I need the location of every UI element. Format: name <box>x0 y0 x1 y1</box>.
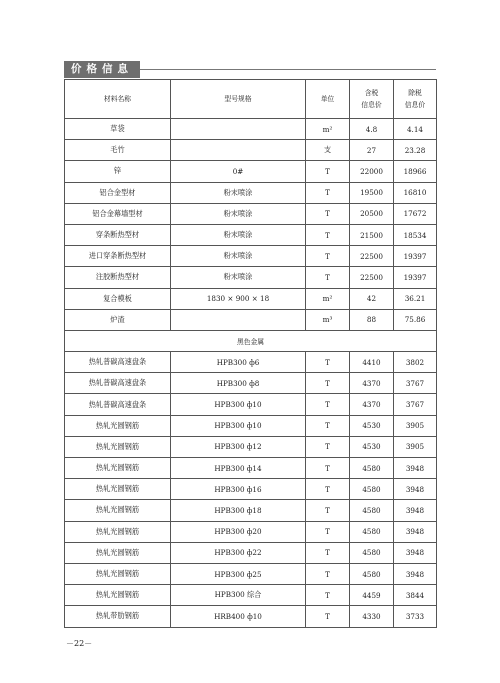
table-row <box>65 585 437 606</box>
cell-name: 进口穿条断热型材 <box>65 246 171 267</box>
col-header-incl-line1: 含税 <box>364 89 379 97</box>
col-header-excl-line2: 信息价 <box>404 101 426 109</box>
cell-unit: T <box>306 458 350 479</box>
cell-incl: 4330 <box>350 606 394 627</box>
cell-excl: 23.28 <box>394 140 437 161</box>
cell-incl: 4530 <box>350 415 394 436</box>
cell-unit: 支 <box>306 140 350 161</box>
cell-unit: m² <box>306 119 350 140</box>
table-header-row <box>65 80 437 119</box>
cell-name: 热轧光圆钢筋 <box>65 436 171 457</box>
cell-spec: 0# <box>171 161 306 182</box>
cell-spec: 1830 × 900 × 18 <box>171 288 306 309</box>
cell-excl: 3948 <box>394 521 437 542</box>
col-header-unit: 单位 <box>306 80 350 119</box>
cell-incl: 19500 <box>350 182 394 203</box>
table-row <box>65 542 437 563</box>
table-row <box>65 267 437 288</box>
cell-name: 注胶断热型材 <box>65 267 171 288</box>
section-title: 价格信息 <box>64 61 140 78</box>
cell-spec: 粉末喷涂 <box>171 224 306 245</box>
cell-spec: HPB300 ф18 <box>171 500 306 521</box>
cell-incl: 4580 <box>350 458 394 479</box>
cell-excl: 3948 <box>394 479 437 500</box>
cell-incl: 22500 <box>350 246 394 267</box>
cell-spec: HPB300 ф22 <box>171 542 306 563</box>
cell-excl: 4.14 <box>394 119 437 140</box>
table-row <box>65 563 437 584</box>
table-row <box>65 119 437 140</box>
cell-excl: 75.86 <box>394 309 437 330</box>
cell-spec: HPB300 ф10 <box>171 394 306 415</box>
col-header-incl <box>350 80 394 119</box>
table-row <box>65 246 437 267</box>
cell-name: 热轧光圆钢筋 <box>65 542 171 563</box>
cell-spec: HPB300 ф25 <box>171 563 306 584</box>
table-row <box>65 394 437 415</box>
cell-excl: 3905 <box>394 415 437 436</box>
cell-incl: 4530 <box>350 436 394 457</box>
cell-unit: T <box>306 224 350 245</box>
cell-excl: 18534 <box>394 224 437 245</box>
cell-incl: 4580 <box>350 500 394 521</box>
table-row <box>65 140 437 161</box>
cell-unit: T <box>306 394 350 415</box>
table-row <box>65 373 437 394</box>
table-row <box>65 479 437 500</box>
cell-incl: 4370 <box>350 373 394 394</box>
cell-spec: HPB300 ф6 <box>171 352 306 373</box>
cell-incl: 4580 <box>350 479 394 500</box>
cell-excl: 3948 <box>394 563 437 584</box>
cell-name: 复合模板 <box>65 288 171 309</box>
cell-spec: HPB300 ф12 <box>171 436 306 457</box>
cell-name: 热轧光圆钢筋 <box>65 563 171 584</box>
cell-spec: HPB300 ф8 <box>171 373 306 394</box>
col-header-incl-line2: 信息价 <box>361 101 382 109</box>
cell-spec <box>171 309 306 330</box>
cell-name: 热轧光圆钢筋 <box>65 415 171 436</box>
col-header-excl <box>394 80 437 119</box>
cell-unit: T <box>306 246 350 267</box>
cell-name: 炉渣 <box>65 309 171 330</box>
page-number: －22－ <box>66 639 93 648</box>
cell-name: 热轧普碳高速盘条 <box>65 352 171 373</box>
cell-spec: HPB300 ф20 <box>171 521 306 542</box>
cell-spec: 粉末喷涂 <box>171 182 306 203</box>
cell-unit: m² <box>306 288 350 309</box>
cell-name: 热轧光圆钢筋 <box>65 585 171 606</box>
cell-excl: 3948 <box>394 500 437 521</box>
table-row <box>65 203 437 224</box>
cell-unit: T <box>306 161 350 182</box>
cell-excl: 3767 <box>394 394 437 415</box>
cell-incl: 4410 <box>350 352 394 373</box>
cell-name: 热轧带肋钢筋 <box>65 606 171 627</box>
cell-excl: 36.21 <box>394 288 437 309</box>
cell-spec <box>171 119 306 140</box>
cell-name: 热轧光圆钢筋 <box>65 479 171 500</box>
cell-name: 毛竹 <box>65 140 171 161</box>
cell-unit: T <box>306 500 350 521</box>
cell-spec: HPB300 ф16 <box>171 479 306 500</box>
cell-name: 热轧普碳高速盘条 <box>65 394 171 415</box>
cell-spec: HRB400 ф10 <box>171 606 306 627</box>
cell-name: 热轧光圆钢筋 <box>65 500 171 521</box>
cell-incl: 42 <box>350 288 394 309</box>
cell-unit: T <box>306 352 350 373</box>
cell-excl: 3802 <box>394 352 437 373</box>
cell-unit: T <box>306 585 350 606</box>
table-row <box>65 224 437 245</box>
table-row <box>65 182 437 203</box>
table-row <box>65 161 437 182</box>
cell-unit: m³ <box>306 309 350 330</box>
cell-name: 热轧普碳高速盘条 <box>65 373 171 394</box>
table-row <box>65 458 437 479</box>
cell-excl: 3733 <box>394 606 437 627</box>
cell-name: 铝合金幕墙型材 <box>65 203 171 224</box>
cell-unit: T <box>306 479 350 500</box>
cell-incl: 4370 <box>350 394 394 415</box>
price-table <box>64 79 437 628</box>
cell-excl: 18966 <box>394 161 437 182</box>
table-row <box>65 500 437 521</box>
cell-excl: 19397 <box>394 267 437 288</box>
cell-incl: 21500 <box>350 224 394 245</box>
cell-incl: 88 <box>350 309 394 330</box>
cell-unit: T <box>306 436 350 457</box>
cell-incl: 4580 <box>350 542 394 563</box>
cell-unit: T <box>306 563 350 584</box>
cell-incl: 4459 <box>350 585 394 606</box>
cell-unit: T <box>306 415 350 436</box>
section-divider <box>140 69 436 70</box>
col-header-excl-line1: 除税 <box>408 89 422 97</box>
cell-name: 热轧光圆钢筋 <box>65 521 171 542</box>
col-header-name: 材料名称 <box>65 80 171 119</box>
cell-unit: T <box>306 521 350 542</box>
section-row <box>65 330 437 351</box>
cell-excl: 19397 <box>394 246 437 267</box>
cell-excl: 3948 <box>394 458 437 479</box>
cell-unit: T <box>306 542 350 563</box>
cell-spec: 粉末喷涂 <box>171 246 306 267</box>
cell-incl: 22000 <box>350 161 394 182</box>
table-row <box>65 352 437 373</box>
col-header-spec: 型号规格 <box>171 80 306 119</box>
cell-unit: T <box>306 203 350 224</box>
cell-spec: HPB300 ф10 <box>171 415 306 436</box>
cell-incl: 27 <box>350 140 394 161</box>
table-row <box>65 415 437 436</box>
cell-unit: T <box>306 373 350 394</box>
cell-incl: 4580 <box>350 563 394 584</box>
cell-name: 铝合金型材 <box>65 182 171 203</box>
cell-excl: 17672 <box>394 203 437 224</box>
table-row <box>65 288 437 309</box>
cell-name: 草袋 <box>65 119 171 140</box>
table-row <box>65 309 437 330</box>
cell-incl: 4580 <box>350 521 394 542</box>
cell-incl: 20500 <box>350 203 394 224</box>
cell-unit: T <box>306 606 350 627</box>
cell-unit: T <box>306 267 350 288</box>
cell-spec: 粉末喷涂 <box>171 203 306 224</box>
table-row <box>65 606 437 627</box>
cell-name: 锌 <box>65 161 171 182</box>
cell-spec: 粉末喷涂 <box>171 267 306 288</box>
cell-name: 穿条断热型材 <box>65 224 171 245</box>
cell-incl: 22500 <box>350 267 394 288</box>
cell-excl: 16810 <box>394 182 437 203</box>
cell-spec <box>171 140 306 161</box>
section-row-title: 黑色金属 <box>65 330 437 351</box>
cell-excl: 3844 <box>394 585 437 606</box>
cell-incl: 4.8 <box>350 119 394 140</box>
cell-excl: 3905 <box>394 436 437 457</box>
cell-spec: HPB300 ф14 <box>171 458 306 479</box>
cell-name: 热轧光圆钢筋 <box>65 458 171 479</box>
table-row <box>65 521 437 542</box>
cell-unit: T <box>306 182 350 203</box>
cell-excl: 3767 <box>394 373 437 394</box>
cell-excl: 3948 <box>394 542 437 563</box>
cell-spec: HPB300 综合 <box>171 585 306 606</box>
table-row <box>65 436 437 457</box>
